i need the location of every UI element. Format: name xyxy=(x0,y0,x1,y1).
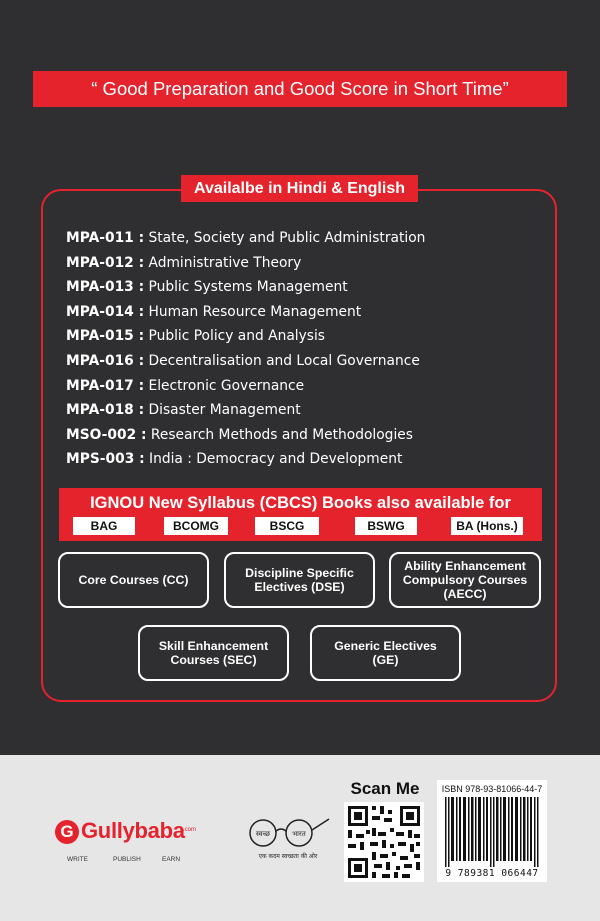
scan-me-label: Scan Me xyxy=(350,779,420,798)
publisher-tagline-publish: PUBLISH xyxy=(113,856,141,863)
category-line: Generic Electives xyxy=(334,639,437,653)
ignou-banner-title: IGNOU New Syllabus (CBCS) Books also available for xyxy=(90,494,511,512)
course-item xyxy=(66,327,425,352)
category-line: Core Courses (CC) xyxy=(78,573,189,587)
category-ge xyxy=(310,625,461,681)
course-item xyxy=(66,450,425,475)
program-tag-bag: BAG xyxy=(73,517,135,535)
course-title: Administrative Theory xyxy=(148,254,302,271)
language-badge: Availalbe in Hindi & English xyxy=(181,175,418,202)
course-code: MPA-017 : xyxy=(66,377,145,394)
ignou-banner xyxy=(59,488,542,541)
publisher-tagline-earn: EARN xyxy=(162,856,181,863)
swachh-bharat-glasses-icon xyxy=(243,815,333,851)
course-code: MPS-003 : xyxy=(66,451,145,468)
program-tag-bscg: BSCG xyxy=(255,517,319,535)
course-item xyxy=(66,278,425,303)
barcode-icon xyxy=(443,797,541,867)
course-code: MPA-014 : xyxy=(66,303,145,320)
course-title: Research Methods and Methodologies xyxy=(150,426,413,443)
category-line: Compulsory Courses xyxy=(402,573,528,587)
category-line: Skill Enhancement xyxy=(158,639,269,653)
course-title: Electronic Governance xyxy=(148,377,305,394)
category-line: Ability Enhancement xyxy=(404,559,526,573)
gullybaba-logo-icon: G xyxy=(55,820,79,844)
course-title: Human Resource Management xyxy=(148,303,362,320)
course-item xyxy=(66,303,425,328)
category-line: Discipline Specific xyxy=(245,566,354,580)
category-line: Courses (SEC) xyxy=(170,653,257,667)
publisher-tagline-write: WRITE xyxy=(67,856,88,863)
isbn-barcode-box xyxy=(437,780,547,882)
course-item xyxy=(66,254,425,279)
category-core-courses xyxy=(58,552,209,608)
publisher-name: Gullybaba xyxy=(81,818,185,843)
bharat-word: भारत xyxy=(292,830,306,838)
course-title: Disaster Management xyxy=(148,402,301,419)
course-code: MSO-002 : xyxy=(66,426,147,443)
course-list xyxy=(66,229,425,475)
course-code: MPA-013 : xyxy=(66,279,145,296)
course-title: State, Society and Public Administration xyxy=(148,230,426,246)
qr-code-icon xyxy=(344,802,424,882)
course-code: MPA-011 : xyxy=(66,230,145,246)
course-title: India : Democracy and Development xyxy=(149,451,403,468)
course-item xyxy=(66,229,425,254)
slogan-banner: “ Good Preparation and Good Score in Short Time” xyxy=(33,71,567,107)
course-title: Public Systems Management xyxy=(148,279,348,296)
course-item xyxy=(66,426,425,451)
category-aecc xyxy=(389,552,541,608)
category-line: (AECC) xyxy=(443,587,487,601)
swachh-bharat-caption: एक कदम स्वच्छता की ओर xyxy=(258,853,318,860)
publisher-domain: .com xyxy=(183,827,197,833)
course-code: MPA-016 : xyxy=(66,352,145,369)
course-title: Public Policy and Analysis xyxy=(148,328,325,345)
swachh-word: स्वच्छ xyxy=(255,830,271,838)
program-tag-bcomg: BCOMG xyxy=(164,517,228,535)
category-line: (GE) xyxy=(372,653,399,667)
barcode-digits: 9 789381 066447 xyxy=(445,868,539,879)
category-dse xyxy=(224,552,375,608)
isbn-label: ISBN 978-93-81066-44-7 xyxy=(441,784,543,794)
course-code: MPA-018 : xyxy=(66,402,145,419)
program-tag-bswg: BSWG xyxy=(355,517,417,535)
category-sec xyxy=(138,625,289,681)
course-item xyxy=(66,377,425,402)
program-tag-ba-hons: BA (Hons.) xyxy=(451,517,523,535)
category-line: Electives (DSE) xyxy=(254,580,345,594)
course-item xyxy=(66,352,425,377)
course-item xyxy=(66,401,425,426)
course-code: MPA-012 : xyxy=(66,254,145,271)
course-code: MPA-015 : xyxy=(66,328,145,345)
course-title: Decentralisation and Local Governance xyxy=(148,352,420,369)
